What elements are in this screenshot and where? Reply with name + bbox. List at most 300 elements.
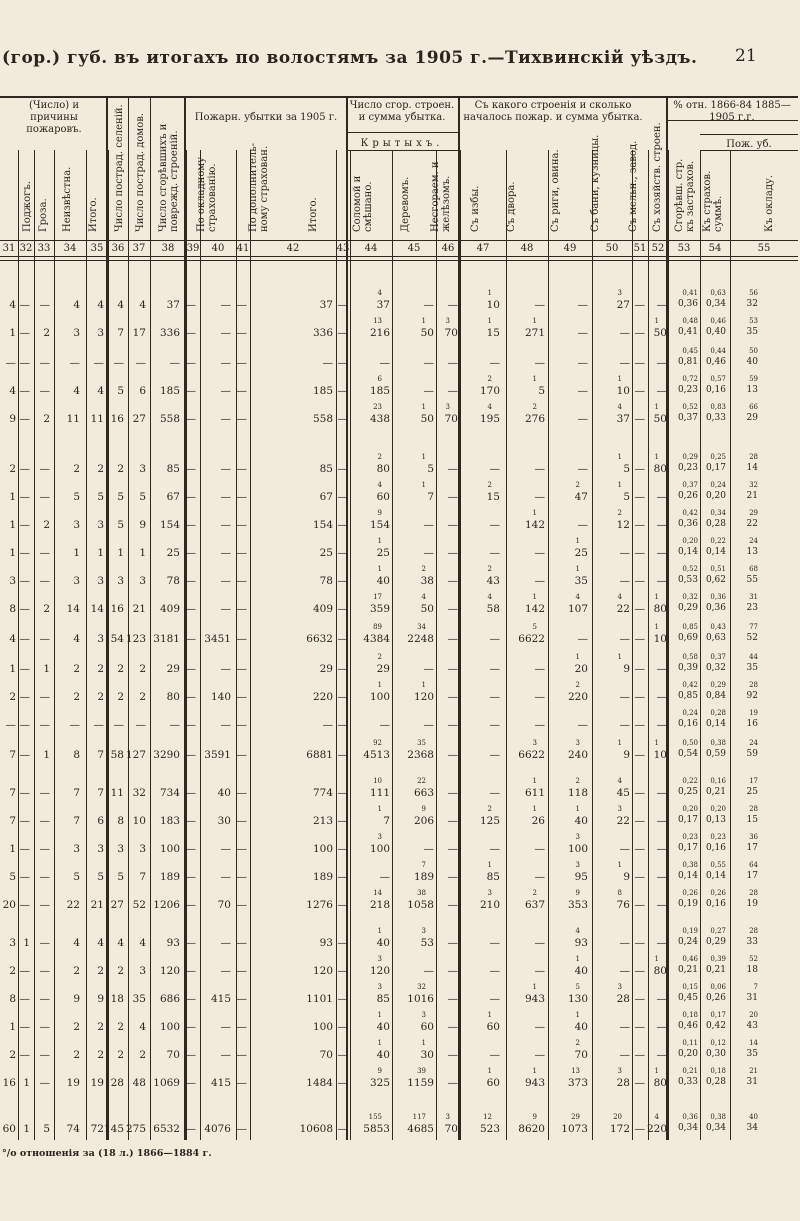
table-cell: —	[185, 1123, 196, 1135]
table-cell: 0,28	[705, 519, 726, 529]
table-cell: 1016	[407, 993, 434, 1005]
table-cell: —	[534, 299, 545, 311]
table-cell: 58	[110, 749, 124, 761]
table-cell-superscript: 4	[617, 593, 622, 601]
table-cell: 31	[746, 1077, 758, 1087]
table-cell: —	[619, 965, 630, 977]
table-cell: 7	[383, 815, 390, 827]
table-cell-superscript: 0,16	[710, 777, 726, 785]
table-cell-superscript: 3	[617, 1067, 622, 1075]
header-causes: (Число) и причины пожаровъ.	[26, 100, 82, 135]
table-cell: —	[185, 547, 196, 559]
table-cell-superscript: 28	[749, 681, 758, 689]
table-cell-superscript: 21	[749, 1067, 758, 1075]
table-cell: 9	[9, 413, 16, 425]
table-cell-superscript: 0,51	[710, 565, 726, 573]
col-rigi: Съ риги, овина.	[550, 149, 561, 232]
table-cell: 13	[746, 547, 758, 557]
table-cell: —	[337, 1049, 348, 1061]
table-cell: —	[337, 815, 348, 827]
table-cell: —	[634, 993, 645, 1005]
table-cell: 78	[166, 575, 180, 587]
table-cell: 60	[420, 1021, 434, 1033]
table-cell: 2	[117, 965, 124, 977]
table-cell: —	[236, 603, 247, 615]
table-cell: 0,46	[705, 357, 726, 367]
table-cell: 0,45	[677, 993, 698, 1003]
table-cell: —	[423, 357, 434, 369]
table-cell: —	[185, 491, 196, 503]
table-cell: —	[185, 993, 196, 1005]
table-cell: 3	[139, 463, 146, 475]
table-cell: 172	[609, 1123, 630, 1135]
table-cell-superscript: 4	[487, 593, 492, 601]
table-cell: 558	[159, 413, 180, 425]
table-cell: 359	[369, 603, 390, 615]
table-cell-superscript: 53	[749, 317, 758, 325]
table-cell-superscript: 10	[373, 777, 382, 785]
table-cell: 17	[132, 327, 146, 339]
table-cell: —	[634, 519, 645, 531]
table-cell-superscript: 3	[377, 833, 382, 841]
table-cell: —	[619, 1021, 630, 1033]
header-pct: % отн. 1866-84 1885—1905 г.г.	[673, 100, 791, 123]
table-cell: —	[39, 993, 50, 1005]
table-cell: 3451	[204, 633, 231, 645]
table-cell: —	[634, 575, 645, 587]
table-cell-superscript: 77	[749, 623, 758, 631]
table-cell: —	[19, 993, 30, 1005]
table-cell: —	[489, 691, 500, 703]
table-cell: —	[534, 357, 545, 369]
col-dvora: Съ двора.	[506, 181, 517, 232]
table-cell: 0,20	[705, 491, 726, 501]
table-cell: —	[577, 413, 588, 425]
table-cell: 4513	[363, 749, 390, 761]
table-cell: 0,29	[705, 937, 726, 947]
table-cell-superscript: 1	[487, 861, 492, 869]
table-cell: 336	[312, 327, 333, 339]
table-cell: —	[634, 691, 645, 703]
table-cell: 10	[132, 815, 146, 827]
table-cell: 185	[369, 385, 390, 397]
table-cell: —	[634, 749, 645, 761]
table-cell-superscript: 1	[421, 317, 426, 325]
table-cell: 0,13	[705, 815, 726, 825]
table-cell: —	[656, 871, 667, 883]
table-cell: —	[236, 519, 247, 531]
table-cell: —	[39, 899, 50, 911]
table-cell: —	[619, 1049, 630, 1061]
table-cell-superscript: 0,23	[682, 833, 698, 841]
table-cell: —	[220, 871, 231, 883]
table-cell: 4384	[363, 633, 390, 645]
table-cell: —	[337, 749, 348, 761]
table-cell: —	[489, 719, 500, 731]
table-cell: —	[19, 719, 30, 731]
table-cell: 2	[73, 1049, 80, 1061]
column-number: 45	[407, 243, 421, 254]
table-cell: —	[489, 787, 500, 799]
table-cell: —	[619, 719, 630, 731]
table-cell: —	[379, 719, 390, 731]
table-cell: 2	[139, 691, 146, 703]
table-cell: —	[39, 843, 50, 855]
table-cell: 6622	[518, 633, 545, 645]
table-cell: —	[19, 413, 30, 425]
table-cell: 438	[369, 413, 390, 425]
table-cell: 4	[139, 937, 146, 949]
table-cell: 0,84	[705, 691, 726, 701]
table-cell: 6	[97, 815, 104, 827]
header-origin: Съ какого строенія и сколько началось пожар. и сумма убытка.	[463, 100, 643, 123]
table-cell: 76	[616, 899, 630, 911]
table-cell: 0,14	[705, 871, 726, 881]
column-number: 34	[63, 243, 77, 254]
table-cell: 1206	[153, 899, 180, 911]
table-cell: —	[169, 719, 180, 731]
table-cell: 11	[110, 787, 124, 799]
table-cell: —	[19, 1021, 30, 1033]
table-cell: 43	[746, 1021, 758, 1031]
table-cell: 943	[524, 993, 545, 1005]
table-cell-superscript: 1	[377, 1011, 382, 1019]
table-cell: 0,33	[677, 1077, 698, 1087]
col-melnits: Съ мельн., завод.	[628, 140, 639, 232]
table-cell: —	[337, 327, 348, 339]
table-cell: 29	[376, 663, 390, 675]
table-cell: 40	[376, 1021, 390, 1033]
table-cell: —	[220, 937, 231, 949]
table-cell: —	[634, 633, 645, 645]
table-cell: 11	[90, 413, 104, 425]
table-cell: —	[423, 965, 434, 977]
table-cell: 40	[217, 787, 231, 799]
table-cell: —	[220, 663, 231, 675]
table-cell: 0,24	[677, 937, 698, 947]
table-cell-superscript: 0,46	[710, 317, 726, 325]
table-cell: —	[185, 871, 196, 883]
table-cell: 100	[369, 691, 390, 703]
table-cell: 0,36	[705, 603, 726, 613]
table-cell-superscript: 1	[377, 681, 382, 689]
header-burnt-count: Число сгор. строен. и сумма убытка.	[349, 100, 455, 123]
table-cell: —	[185, 299, 196, 311]
table-cell-superscript: 9	[575, 889, 580, 897]
table-cell: 1101	[306, 993, 333, 1005]
table-cell: —	[236, 1123, 247, 1135]
table-cell: —	[447, 357, 458, 369]
column-number: 39	[186, 243, 200, 254]
table-cell: 5	[117, 519, 124, 531]
table-cell: 686	[159, 993, 180, 1005]
table-cell: —	[19, 357, 30, 369]
table-cell-superscript: 2	[487, 805, 492, 813]
table-cell: 45	[616, 787, 630, 799]
table-cell: 2	[43, 519, 50, 531]
table-cell: —	[19, 463, 30, 475]
column-number: 42	[286, 243, 300, 254]
table-cell: 70	[444, 327, 458, 339]
table-cell: 14	[746, 463, 758, 473]
table-cell: —	[236, 749, 247, 761]
table-cell: 170	[479, 385, 500, 397]
header-pozh-ub: Пож. уб.	[726, 139, 772, 150]
table-cell: 72	[90, 1123, 104, 1135]
table-cell-superscript: 2	[532, 889, 537, 897]
table-cell: —	[577, 633, 588, 645]
table-cell: 70	[217, 899, 231, 911]
table-cell-superscript: 0,85	[682, 623, 698, 631]
table-cell: 7	[73, 787, 80, 799]
table-cell: 220	[646, 1123, 667, 1135]
table-cell-superscript: 0,26	[682, 889, 698, 897]
table-cell: —	[534, 937, 545, 949]
table-cell: 3591	[204, 749, 231, 761]
table-cell: —	[447, 871, 458, 883]
table-cell-superscript: 1	[532, 317, 537, 325]
table-cell: 43	[486, 575, 500, 587]
table-cell: 25	[574, 547, 588, 559]
table-cell-superscript: 0,24	[682, 709, 698, 717]
table-cell: —	[220, 603, 231, 615]
table-cell-superscript: 0,28	[710, 709, 726, 717]
table-cell: —	[634, 787, 645, 799]
table-cell: 0,19	[677, 899, 698, 909]
table-cell: 1	[9, 491, 16, 503]
table-cell: —	[634, 719, 645, 731]
table-cell: 0,69	[677, 633, 698, 643]
table-cell: —	[656, 519, 667, 531]
table-cell: —	[447, 899, 458, 911]
table-cell: 2	[117, 1049, 124, 1061]
table-cell: —	[236, 575, 247, 587]
col-rule	[250, 150, 251, 1140]
table-cell-superscript: 2	[575, 1039, 580, 1047]
table-cell: —	[337, 871, 348, 883]
table-cell: 1	[117, 547, 124, 559]
table-cell: —	[447, 663, 458, 675]
table-cell: 14	[90, 603, 104, 615]
table-cell-superscript: 1	[575, 653, 580, 661]
table-cell: —	[236, 327, 247, 339]
table-cell: 38	[420, 575, 434, 587]
table-cell: —	[185, 1021, 196, 1033]
table-cell-superscript: 1	[617, 481, 622, 489]
table-cell: —	[619, 575, 630, 587]
table-cell-superscript: 2	[617, 509, 622, 517]
table-cell: 7	[117, 327, 124, 339]
table-cell: 0,40	[705, 327, 726, 337]
table-cell: —	[236, 691, 247, 703]
table-cell-superscript: 1	[532, 983, 537, 991]
table-cell-superscript: 1	[377, 1039, 382, 1047]
table-cell: —	[220, 843, 231, 855]
table-cell-superscript: 0,42	[682, 509, 698, 517]
col-okladu: Къ окладу.	[764, 174, 775, 232]
table-cell: 2	[43, 603, 50, 615]
table-cell: 37	[166, 299, 180, 311]
table-cell: 111	[369, 787, 390, 799]
table-cell-superscript: 4	[575, 927, 580, 935]
table-cell-superscript: 19	[749, 709, 758, 717]
table-cell: 1	[23, 937, 30, 949]
table-cell: 40	[376, 575, 390, 587]
col-po-okl: По окладному страхованію.	[196, 156, 218, 232]
column-number: 31	[2, 243, 16, 254]
table-cell: —	[534, 491, 545, 503]
table-cell: —	[322, 719, 333, 731]
table-cell: 0,14	[677, 547, 698, 557]
table-cell: —	[534, 871, 545, 883]
col-domov: Число пострад. домов.	[135, 112, 146, 232]
table-cell-superscript: 0,24	[710, 481, 726, 489]
table-cell: 0,23	[677, 463, 698, 473]
table-cell: —	[634, 1077, 645, 1089]
table-cell: —	[534, 575, 545, 587]
table-cell: —	[185, 965, 196, 977]
table-cell-superscript: 1	[421, 403, 426, 411]
table-cell: —	[236, 1049, 247, 1061]
table-cell: 1058	[407, 899, 434, 911]
table-cell: —	[337, 937, 348, 949]
table-cell: 4	[97, 299, 104, 311]
table-cell: —	[337, 299, 348, 311]
table-cell: 40	[376, 937, 390, 949]
table-cell: —	[236, 1077, 247, 1089]
column-number: 46	[441, 243, 455, 254]
table-cell-superscript: 0,44	[710, 347, 726, 355]
table-cell: 0,16	[705, 385, 726, 395]
table-cell: —	[220, 575, 231, 587]
table-cell: 1	[9, 1021, 16, 1033]
table-cell-superscript: 28	[749, 927, 758, 935]
table-cell: —	[19, 519, 30, 531]
table-cell: 8	[117, 815, 124, 827]
table-cell: 5	[623, 463, 630, 475]
table-cell-superscript: 0,41	[682, 289, 698, 297]
table-cell: 22	[66, 899, 80, 911]
table-cell: 0,33	[705, 413, 726, 423]
table-cell: —	[577, 327, 588, 339]
column-number: 35	[90, 243, 104, 254]
table-cell: 70	[574, 1049, 588, 1061]
table-cell: —	[379, 357, 390, 369]
table-cell-superscript: 1	[617, 739, 622, 747]
table-cell: —	[220, 357, 231, 369]
table-cell: —	[619, 633, 630, 645]
table-cell: 19	[66, 1077, 80, 1089]
table-cell: —	[634, 1021, 645, 1033]
table-cell: 2	[117, 663, 124, 675]
table-cell: —	[423, 299, 434, 311]
table-cell: 2	[117, 691, 124, 703]
table-cell: —	[39, 491, 50, 503]
table-cell: —	[236, 633, 247, 645]
table-cell: —	[337, 1123, 348, 1135]
table-cell: 9	[623, 749, 630, 761]
table-cell: —	[185, 385, 196, 397]
table-cell: 80	[653, 965, 667, 977]
table-cell: 28	[110, 1077, 124, 1089]
table-cell: 0,32	[705, 663, 726, 673]
table-cell: —	[19, 603, 30, 615]
table-cell-superscript: 0,34	[710, 509, 726, 517]
column-number: 44	[364, 243, 378, 254]
table-cell: 14	[66, 603, 80, 615]
table-cell-superscript: 1	[617, 375, 622, 383]
table-cell: 3	[97, 633, 104, 645]
table-cell: —	[447, 603, 458, 615]
table-cell: 5	[97, 491, 104, 503]
table-cell-superscript: 0,52	[682, 403, 698, 411]
table-cell: —	[337, 719, 348, 731]
table-cell: 3	[73, 327, 80, 339]
table-cell: —	[169, 357, 180, 369]
table-cell-superscript: 89	[373, 623, 382, 631]
table-cell-superscript: 36	[749, 833, 758, 841]
table-cell: 2	[43, 413, 50, 425]
rule-colnum-bottom-2	[0, 260, 798, 261]
table-cell: 0,20	[677, 1049, 698, 1059]
table-cell-superscript: 6	[377, 375, 382, 383]
header-covered: Крытыхъ.	[360, 138, 444, 149]
column-number: 54	[708, 243, 722, 254]
table-cell: —	[634, 815, 645, 827]
table-cell: —	[634, 491, 645, 503]
table-cell: —	[534, 547, 545, 559]
table-cell-superscript: 9	[377, 1067, 382, 1075]
col-soloma: Соломой и смѣшано.	[352, 175, 374, 232]
col-hoz: Съ хозяйств. строен.	[652, 122, 663, 232]
table-cell: 5	[117, 385, 124, 397]
table-cell: —	[447, 633, 458, 645]
table-cell: 0,34	[677, 1123, 698, 1133]
table-cell: 50	[420, 327, 434, 339]
table-cell: —	[447, 719, 458, 731]
table-cell: —	[447, 843, 458, 855]
table-cell-superscript: 0,32	[682, 593, 698, 601]
table-cell: —	[577, 463, 588, 475]
table-cell: —	[185, 327, 196, 339]
table-cell: 1	[23, 1123, 30, 1135]
table-cell: 0,21	[705, 787, 726, 797]
table-cell-superscript: 0,52	[682, 565, 698, 573]
table-cell-superscript: 52	[749, 955, 758, 963]
table-cell: 0,62	[705, 575, 726, 585]
table-cell: 1	[43, 663, 50, 675]
table-cell-superscript: 17	[373, 593, 382, 601]
table-cell: —	[634, 899, 645, 911]
table-cell: 60	[2, 1123, 16, 1135]
table-cell: —	[39, 633, 50, 645]
table-cell: —	[39, 937, 50, 949]
table-cell: —	[39, 719, 50, 731]
table-cell: —	[447, 491, 458, 503]
table-cell-superscript: 1	[532, 509, 537, 517]
table-cell: 0,17	[677, 843, 698, 853]
table-cell: —	[220, 327, 231, 339]
table-cell: —	[634, 663, 645, 675]
table-cell-superscript: 3	[575, 833, 580, 841]
table-cell: —	[19, 385, 30, 397]
table-cell-superscript: 4	[617, 777, 622, 785]
column-number: 48	[520, 243, 534, 254]
table-cell: —	[656, 1021, 667, 1033]
table-cell-superscript: 24	[749, 537, 758, 545]
table-cell-superscript: 0,18	[710, 1067, 726, 1075]
table-cell-superscript: 0,42	[682, 681, 698, 689]
